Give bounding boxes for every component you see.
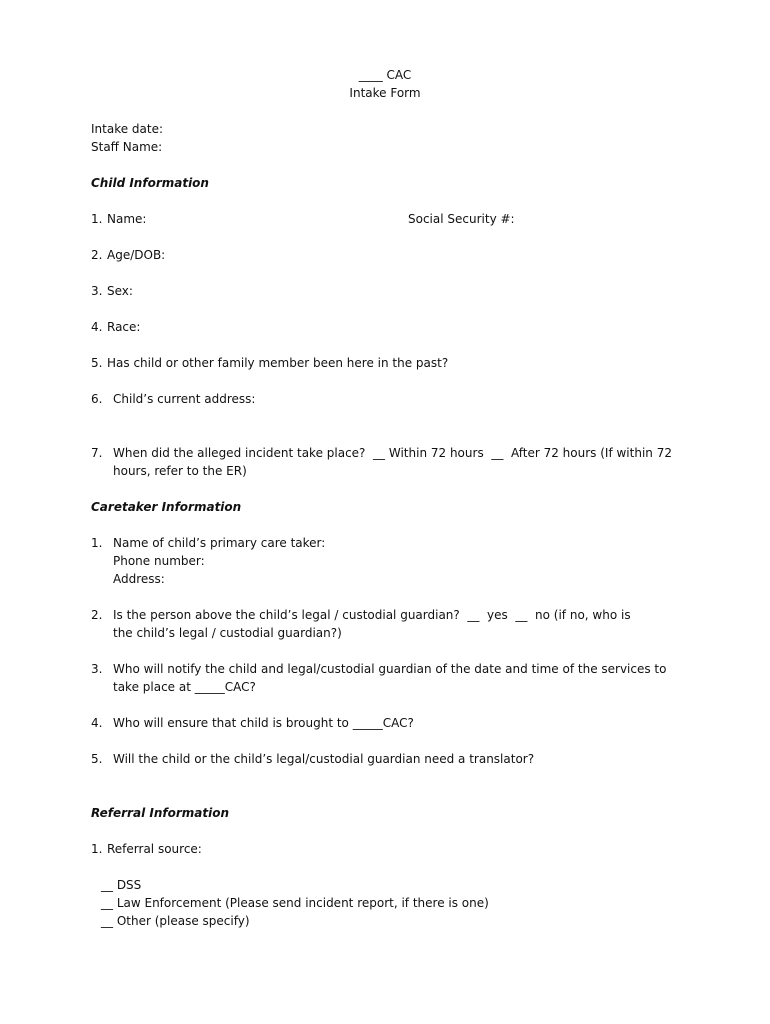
item-number: 3. (91, 284, 103, 298)
past-visit-question: Has child or other family member been here in the past? (107, 356, 449, 370)
form-title: Intake Form (349, 86, 421, 100)
referral-option-law-enforcement: __ Law Enforcement (Please send incident report, if there is one) (101, 896, 489, 910)
form-header-cac: ____ CAC (358, 68, 412, 82)
item-number: 4. (91, 320, 103, 334)
caretaker-information-heading: Caretaker Information (91, 500, 242, 514)
referral-information-heading: Referral Information (91, 806, 229, 820)
item-number: 3. (91, 662, 103, 676)
item-number: 2. (91, 608, 103, 622)
social-security-label: Social Security #: (408, 212, 515, 226)
item-number: 1. (91, 842, 103, 856)
child-sex-label: Sex: (107, 284, 133, 298)
referral-option-dss: __ DSS (101, 878, 142, 892)
translator-question: Will the child or the child’s legal/custodial guardian need a translator? (113, 752, 535, 766)
incident-time-question-cont: hours, refer to the ER) (113, 464, 247, 478)
notify-question-cont: take place at _____CAC? (113, 680, 256, 694)
referral-option-other: __ Other (please specify) (101, 914, 250, 928)
intake-date-label: Intake date: (91, 122, 164, 136)
caretaker-address-label: Address: (113, 572, 165, 586)
referral-source-label: Referral source: (107, 842, 202, 856)
caretaker-name-label: Name of child’s primary care taker: (113, 536, 326, 550)
item-number: 4. (91, 716, 103, 730)
child-race-label: Race: (107, 320, 141, 334)
notify-question: Who will notify the child and legal/custodial guardian of the date and time of the services to (113, 662, 667, 676)
transport-question: Who will ensure that child is brought to _____CAC? (113, 716, 414, 730)
child-information-heading: Child Information (91, 176, 209, 190)
child-age-label: Age/DOB: (107, 248, 166, 262)
item-number: 1. (91, 212, 103, 226)
item-number: 5. (91, 356, 103, 370)
staff-name-label: Staff Name: (91, 140, 163, 154)
caretaker-phone-label: Phone number: (113, 554, 205, 568)
child-name-label: Name: (107, 212, 147, 226)
item-number: 7. (91, 446, 103, 460)
guardian-question-cont: the child’s legal / custodial guardian?) (113, 626, 342, 640)
guardian-question: Is the person above the child’s legal / custodial guardian? __ yes __ no (if no, who is (113, 608, 631, 622)
item-number: 1. (91, 536, 103, 550)
incident-time-question: When did the alleged incident take place? __ Within 72 hours __ After 72 hours (If within 72 (113, 446, 672, 460)
child-address-label: Child’s current address: (113, 392, 256, 406)
item-number: 5. (91, 752, 103, 766)
item-number: 6. (91, 392, 103, 406)
item-number: 2. (91, 248, 103, 262)
